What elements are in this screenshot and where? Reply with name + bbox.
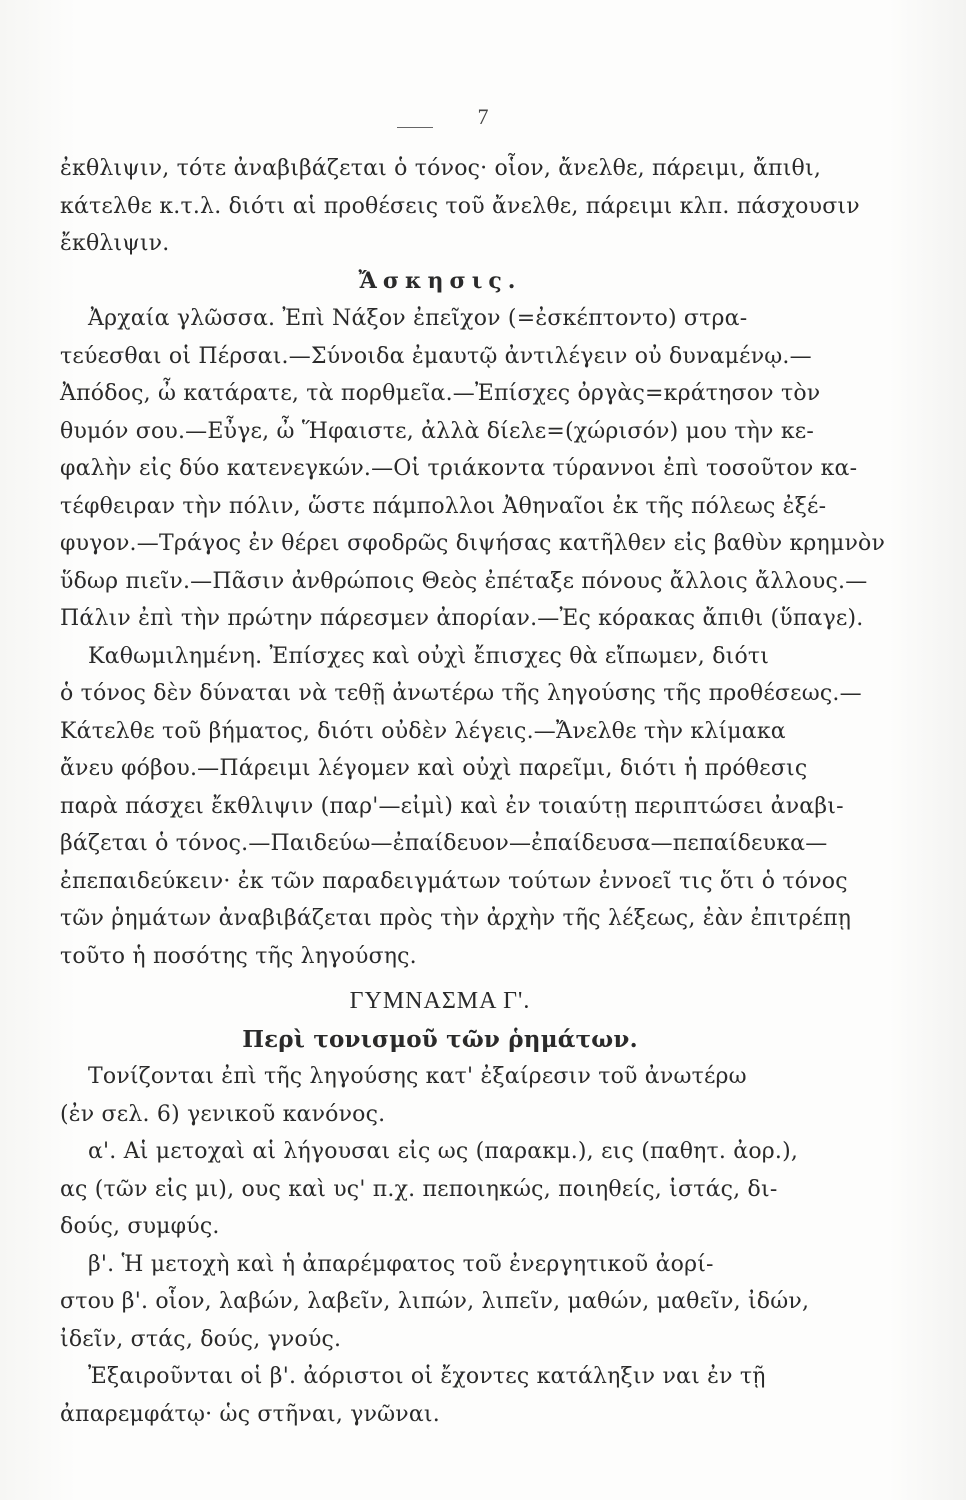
- text-line: ἰδεῖν, στάς, δούς, γνούς.: [60, 1326, 342, 1352]
- text-line: Ἐξαιροῦνται οἱ β'. ἀόριστοι οἱ ἔχοντες κατάληξιν ναι ἐν τῇ: [88, 1364, 766, 1389]
- text-line: βάζεται ὁ τόνος.—Παιδεύω—ἐπαίδευον—ἐπαίδευσα—πεπαίδευκα—: [60, 831, 828, 856]
- text-line: (ἐν σελ. 6) γενικοῦ κανόνος.: [60, 1101, 386, 1127]
- text-line: Καθωμιλημένη. Ἐπίσχες καὶ οὐχὶ ἔπισχες θὰ εἴπωμεν, διότι: [88, 643, 770, 669]
- text-line: παρὰ πάσχει ἔκθλιψιν (παρ'—εἰμὶ) καὶ ἐν τοιαύτῃ περιπτώσει ἀναβι-: [60, 793, 844, 819]
- text-line: ἐπεπαιδεύκειν· ἐκ τῶν παραδειγμάτων τούτων ἐννοεῖ τις ὅτι ὁ τόνος: [60, 868, 848, 894]
- text-line: Πάλιν ἐπὶ τὴν πρώτην πάρεσμεν ἀπορίαν.—Ἐς κόρακας ἄπιθι (ὕπαγε).: [60, 606, 864, 631]
- text-line: φυγον.—Τράγος ἐν θέρει σφοδρῶς διψήσας κατῆλθεν εἰς βαθὺν κρημνὸν: [60, 531, 886, 556]
- text-line: στου β'. οἷον, λαβών, λαβεῖν, λιπών, λιπεῖν, μαθών, μαθεῖν, ἰδών,: [60, 1289, 810, 1314]
- text-line: φαλὴν εἰς δύο κατενεγκών.—Οἱ τριάκοντα τύραννοι ἐπὶ τοσοῦτον κα-: [60, 456, 858, 481]
- text-line: β'. Ἡ μετοχὴ καὶ ἡ ἀπαρέμφατος τοῦ ἐνεργητικοῦ ἀορί-: [88, 1251, 714, 1277]
- text-line: Ἀπόδος, ὦ κατάρατε, τὰ πορθμεῖα.—Ἐπίσχες ὀργὰς=κράτησον τὸν: [60, 381, 821, 406]
- text-line: ας (τῶν εἰς μι), ους καὶ υς' π.χ. πεποιηκώς, ποιηθείς, ἱστάς, δι-: [60, 1176, 778, 1202]
- text-line: τέφθειραν τὴν πόλιν, ὥστε πάμπολλοι Ἀθηναῖοι ἐκ τῆς πόλεως ἐξέ-: [60, 493, 827, 519]
- text-line: θυμόν σου.—Εὖγε, ὦ Ἥφαιστε, ἀλλὰ δίελε=(χώρισόν) μου τὴν κε-: [60, 418, 815, 444]
- text-line: α'. Αἱ μετοχαὶ αἱ λήγουσαι εἰς ως (παρακμ.), εις (παθητ. ἀορ.),: [88, 1139, 799, 1164]
- text-line: ὕδωρ πιεῖν.—Πᾶσιν ἀνθρώποις Θεὸς ἐπέταξε πόνους ἄλλοις ἄλλους.—: [60, 568, 868, 594]
- text-line: τῶν ῥημάτων ἀναβιβάζεται πρὸς τὴν ἀρχὴν τῆς λέξεως, ἐὰν ἐπιτρέπῃ: [60, 906, 852, 931]
- text-line: ἔκθλιψιν.: [60, 231, 170, 256]
- page-number: 7: [477, 104, 489, 129]
- section-subheading: Περὶ τονισμοῦ τῶν ῥημάτων.: [242, 1025, 638, 1053]
- text-line: κάτελθε κ.τ.λ. διότι αἱ προθέσεις τοῦ ἄνελθε, πάρειμι κλπ. πάσχουσιν: [60, 193, 860, 219]
- section-heading: ΓΥΜΝΑΣΜΑ Γ'.: [349, 988, 531, 1014]
- page-number-rule: [397, 127, 433, 128]
- page-text: [60, 150, 886, 1433]
- text-line: ἄνευ φόβου.—Πάρειμι λέγομεν καὶ οὐχὶ παρεῖμι, διότι ἡ πρόθεσις: [60, 756, 808, 781]
- text-line: τοῦτο ἡ ποσότης τῆς ληγούσης.: [60, 943, 417, 969]
- text-line: δούς, συμφύς.: [60, 1214, 220, 1239]
- text-line: ἐκθλιψιν, τότε ἀναβιβάζεται ὁ τόνος· οἷον, ἄνελθε, πάρειμι, ἄπιθι,: [60, 156, 822, 181]
- text-line: ὁ τόνος δὲν δύναται νὰ τεθῇ ἀνωτέρω τῆς ληγούσης τῆς προθέσεως.—: [60, 681, 862, 706]
- text-line: τεύεσθαι οἱ Πέρσαι.—Σύνοιδα ἐμαυτῷ ἀντιλέγειν οὐ δυναμένῳ.—: [60, 343, 812, 369]
- text-line: Τονίζονται ἐπὶ τῆς ληγούσης κατ' ἐξαίρεσιν τοῦ ἀνωτέρω: [88, 1064, 747, 1089]
- text-line: Ἀρχαία γλῶσσα. Ἐπὶ Νάξον ἐπεῖχον (=ἐσκέπτοντο) στρα-: [88, 306, 748, 331]
- text-line: Κάτελθε τοῦ βήματος, διότι οὐδὲν λέγεις.—Ἄνελθε τὴν κλίμακα: [60, 718, 786, 744]
- exercise-heading: Ἄσκησις.: [358, 267, 522, 294]
- text-line: ἀπαρεμφάτῳ· ὡς στῆναι, γνῶναι.: [60, 1401, 440, 1427]
